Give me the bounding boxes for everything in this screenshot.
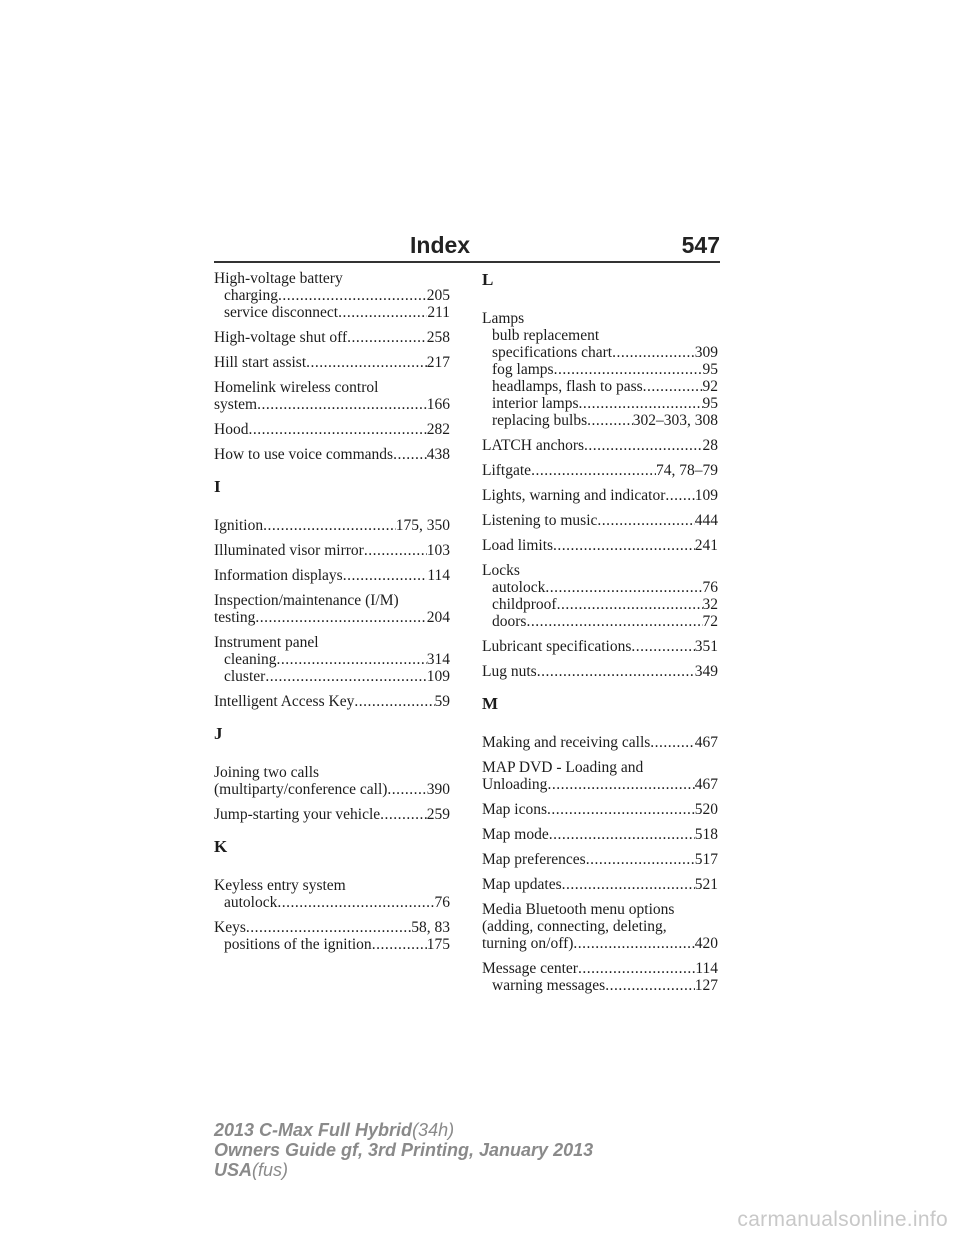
index-entry-line [482,638,718,655]
index-entry-line [214,764,450,781]
index-entry-line [214,354,450,371]
index-entry [482,901,718,952]
entry-text: Media Bluetooth menu options [482,901,675,918]
index-subentry-line [214,894,450,911]
page-title: Index [410,232,471,258]
index-subentry-line [214,651,450,668]
document-footer [214,1120,593,1180]
entry-text: interior lamps [492,395,579,412]
index-entry-line [214,592,450,609]
index-entry [214,329,450,346]
index-entry [482,310,718,429]
entry-text: (multiparty/conference call) [214,781,388,798]
entry-text: Inspection/maintenance (I/M) [214,592,399,609]
dot-leader [277,894,434,911]
dot-leader [393,446,427,463]
dot-leader [278,287,427,304]
dot-leader [605,977,695,994]
entry-text: turning on/off) [482,935,574,952]
entry-page-number: 314 [426,651,450,668]
entry-text: High-voltage battery [214,270,343,287]
entry-page-number: 217 [426,354,450,371]
index-entry [482,562,718,630]
entry-text: Unloading [482,776,548,793]
entry-page-number: 127 [694,977,718,994]
entry-page-number: 420 [694,935,718,952]
entry-text: Ignition [214,517,264,534]
entry-text: Making and receiving calls [482,734,651,751]
footer-line-market [214,1160,593,1180]
index-entry [482,801,718,818]
entry-page-number: 72 [702,613,718,630]
footer-market-code: (fus) [252,1160,289,1180]
index-subentry-line [482,977,718,994]
footer-model-code: (34h) [412,1120,455,1140]
entry-text: service disconnect [224,304,339,321]
entry-page-number: 390 [426,781,450,798]
entry-text: Lubricant specifications [482,638,632,655]
footer-market: USA [214,1160,253,1180]
entry-page-number: 175, 350 [395,517,450,534]
entry-text: autolock [492,579,546,596]
entry-text: (adding, connecting, deleting, [482,918,667,935]
index-entry-line [214,396,450,413]
entry-text: childproof [492,596,557,613]
dot-leader [547,801,695,818]
index-entry-line [482,734,718,751]
index-entry-line [482,462,718,479]
footer-line-guide: Owners Guide gf, 3rd Printing, January 2013 [214,1140,594,1160]
index-entry [482,876,718,893]
footer-model-name: 2013 C-Max Full Hybrid [214,1120,413,1140]
entry-page-number: 32 [702,596,718,613]
entry-page-number: 521 [694,876,718,893]
index-entry-line [214,567,450,584]
entry-text: Message center [482,960,578,977]
page-header [214,228,720,262]
index-entry [214,693,450,710]
index-entry-line [482,776,718,793]
entry-page-number: 205 [426,287,450,304]
entry-page-number: 59 [434,693,450,710]
index-entry [214,354,450,371]
index-subentry-line [214,287,450,304]
index-entry [482,960,718,994]
entry-page-number: 109 [694,487,718,504]
dot-leader [265,668,426,685]
dot-leader [557,596,703,613]
entry-page-number: 92 [702,378,718,395]
entry-page-number: 349 [694,663,718,680]
entry-text: High-voltage shut off [214,329,348,346]
index-entry [214,517,450,534]
dot-leader [255,609,426,626]
dot-leader [338,304,427,321]
dot-leader [537,663,695,680]
index-column-left [214,270,450,961]
index-entry-line [214,329,450,346]
entry-text: Keyless entry system [214,877,346,894]
index-entry-line [214,634,450,651]
index-subentry-line [482,378,718,395]
entry-text: fog lamps [492,361,554,378]
dot-leader [553,537,695,554]
entry-text: Lug nuts [482,663,537,680]
index-subentry-line [482,412,718,429]
index-entry-line [214,919,450,936]
index-entry-line [214,781,450,798]
entry-text: warning messages [492,977,606,994]
entry-page-number: 58, 83 [411,919,450,936]
index-entry-line [482,310,718,327]
entry-text: How to use voice commands [214,446,394,463]
dot-leader [612,344,695,361]
index-entry-line [214,379,450,396]
entry-page-number: 467 [694,734,718,751]
entry-text: Listening to music [482,512,598,529]
dot-leader [587,412,633,429]
index-subentry-line [214,936,450,953]
entry-page-number: 520 [694,801,718,818]
index-subentry-line [482,327,718,344]
entry-text: Lights, warning and indicator [482,487,666,504]
entry-page-number: 351 [694,638,718,655]
entry-page-number: 95 [702,361,718,378]
index-entry-line [482,537,718,554]
index-subentry-line [482,613,718,630]
entry-page-number: 175 [426,936,450,953]
dot-leader [584,437,702,454]
entry-text: Illuminated visor mirror [214,542,364,559]
index-entry [214,567,450,584]
index-entry [214,270,450,321]
index-subentry-line [482,361,718,378]
entry-text: Liftgate [482,462,532,479]
dot-leader [248,421,426,438]
index-entry-line [214,542,450,559]
entry-page-number: 166 [426,396,450,413]
entry-page-number: 95 [702,395,718,412]
index-entry [482,512,718,529]
entry-text: charging [224,287,278,304]
entry-text: cleaning [224,651,277,668]
entry-text: Map icons [482,801,548,818]
entry-page-number: 103 [426,542,450,559]
dot-leader [650,734,694,751]
entry-text: system [214,396,258,413]
index-subentry-line [214,668,450,685]
entry-page-number: 259 [426,806,450,823]
entry-text: Homelink wireless control [214,379,379,396]
header-divider [214,261,720,263]
index-entry-line [482,826,718,843]
dot-leader [246,919,411,936]
dot-leader [263,517,396,534]
entry-page-number: 109 [426,668,450,685]
index-entry-line [482,918,718,935]
entry-page-number: 444 [694,512,718,529]
index-subentry-line [482,344,718,361]
entry-text: Map updates [482,876,562,893]
footer-line-model [214,1120,593,1140]
index-entry-line [214,609,450,626]
index-entry-line [482,663,718,680]
dot-leader [277,651,427,668]
entry-text: cluster [224,668,266,685]
index-entry-line [482,801,718,818]
index-entry-line [214,806,450,823]
index-letter-heading: M [482,694,499,713]
entry-text: Intelligent Access Key [214,693,355,710]
entry-page-number: 282 [426,421,450,438]
dot-leader [372,936,427,953]
entry-text: Load limits [482,537,554,554]
entry-page-number: 258 [426,329,450,346]
index-entry [482,826,718,843]
index-entry-line [214,693,450,710]
index-entry-line [482,759,718,776]
index-entry-line [482,487,718,504]
index-entry [214,764,450,798]
page-number: 547 [681,232,720,258]
index-entry [482,437,718,454]
dot-leader [578,960,695,977]
index-entry [482,851,718,868]
dot-leader [531,462,656,479]
index-entry [482,663,718,680]
entry-page-number: 211 [427,304,450,321]
index-entry [482,759,718,793]
index-column-right [482,270,718,1002]
index-entry-line [482,851,718,868]
entry-text: Lamps [482,310,525,327]
entry-page-number: 302–303, 308 [632,412,718,429]
entry-text: Map mode [482,826,549,843]
entry-text: bulb replacement [492,327,600,344]
index-entry [482,537,718,554]
entry-page-number: 76 [702,579,718,596]
index-entry-line [214,421,450,438]
dot-leader [380,806,427,823]
entry-text: specifications chart [492,344,613,361]
entry-page-number: 518 [694,826,718,843]
entry-text: Joining two calls [214,764,320,781]
entry-page-number: 241 [694,537,718,554]
entry-page-number: 74, 78–79 [656,462,718,479]
index-entry-line [482,935,718,952]
index-entry-line [214,446,450,463]
entry-text: positions of the ignition [224,936,372,953]
index-entry-line [482,562,718,579]
index-entry [214,592,450,626]
index-entry [214,379,450,413]
entry-text: Locks [482,562,520,579]
dot-leader [387,781,426,798]
dot-leader [364,542,427,559]
index-entry-line [214,517,450,534]
index-entry [214,542,450,559]
dot-leader [562,876,695,893]
index-entry-line [482,960,718,977]
dot-leader [586,851,695,868]
index-entry-line [482,876,718,893]
entry-text: doors [492,613,527,630]
entry-text: Instrument panel [214,634,319,651]
dot-leader [257,396,427,413]
index-entry [214,421,450,438]
entry-text: Jump-starting your vehicle [214,806,381,823]
entry-page-number: 467 [694,776,718,793]
index-entry-line [482,512,718,529]
entry-page-number: 28 [702,437,718,454]
dot-leader [354,693,434,710]
index-entry [482,487,718,504]
index-entry [214,877,450,911]
index-letter-heading: J [214,724,223,743]
entry-page-number: 76 [434,894,450,911]
entry-text: Hood [214,421,249,438]
entry-page-number: 204 [426,609,450,626]
index-letter-heading: K [214,837,228,856]
entry-page-number: 309 [694,344,718,361]
dot-leader [573,935,694,952]
index-letter-heading: I [214,477,221,496]
dot-leader [631,638,694,655]
index-subentry-line [482,395,718,412]
index-subentry-line [482,579,718,596]
index-entry-line [214,877,450,894]
index-entry-line [482,437,718,454]
entry-text: Map preferences [482,851,586,868]
dot-leader [665,487,694,504]
index-entry [214,919,450,953]
dot-leader [545,579,702,596]
entry-text: testing [214,609,256,626]
index-entry [214,634,450,685]
dot-leader [343,567,428,584]
index-entry [482,462,718,479]
entry-text: Information displays [214,567,343,584]
index-letter-heading: L [482,270,494,289]
dot-leader [554,361,703,378]
dot-leader [597,512,694,529]
entry-page-number: 114 [695,960,718,977]
entry-text: replacing bulbs [492,412,588,429]
entry-text: headlamps, flash to pass [492,378,643,395]
entry-page-number: 438 [426,446,450,463]
entry-text: Keys [214,919,246,936]
dot-leader [526,613,702,630]
dot-leader [306,354,427,371]
dot-leader [549,826,695,843]
dot-leader [643,378,703,395]
index-entry [482,638,718,655]
entry-text: MAP DVD - Loading and [482,759,644,776]
entry-text: autolock [224,894,278,911]
watermark-link[interactable]: carmanualsonline.info [737,1208,948,1231]
dot-leader [579,395,703,412]
dot-leader [547,776,694,793]
index-entry-line [482,901,718,918]
entry-page-number: 517 [694,851,718,868]
index-entry [482,734,718,751]
dot-leader [347,329,427,346]
entry-text: LATCH anchors [482,437,585,454]
entry-page-number: 114 [427,567,450,584]
index-entry [214,446,450,463]
index-subentry-line [482,596,718,613]
entry-text: Hill start assist [214,354,307,371]
index-subentry-line [214,304,450,321]
index-entry [214,806,450,823]
index-entry-line [214,270,450,287]
